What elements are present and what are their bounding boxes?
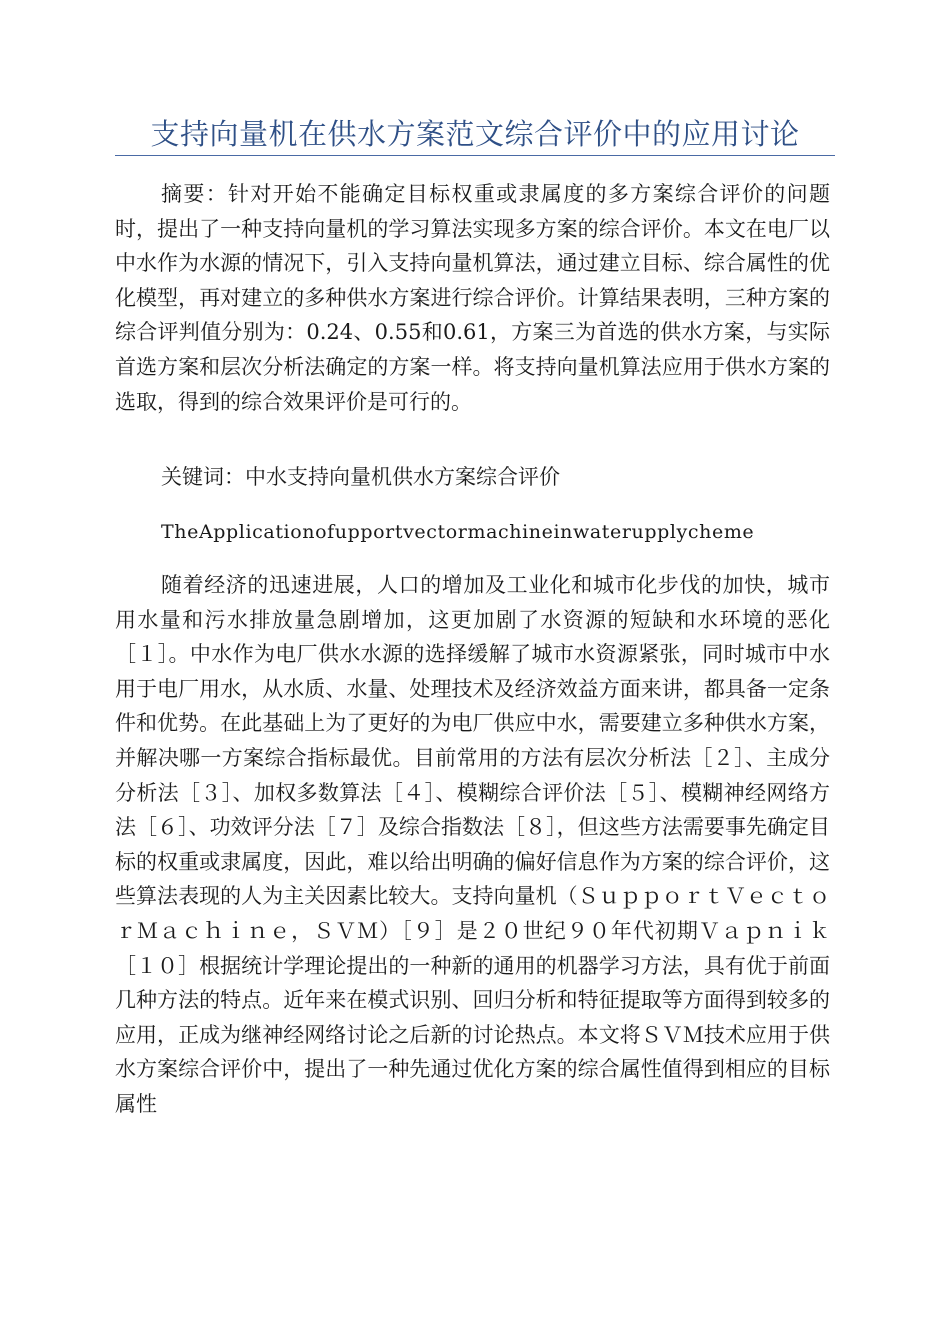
abstract-paragraph: 摘要：针对开始不能确定目标权重或隶属度的多方案综合评价的问题时，提出了一种支持向量机的学习算法实现多方案的综合评价。本文在电厂以中水作为水源的情况下，引入支持向量机算法，通过建立目标、综合属性的优化模型，再对建立的多种供水方案进行综合评价。计算结果表明，三种方案的综合评判值分别为：0.24、0.55和0.61，方案三为首选的供水方案，与实际首选方案和层次分析法确定的方案一样。将支持向量机算法应用于供水方案的选取，得到的综合效果评价是可行的。 (115, 182, 830, 414)
keywords-paragraph: 关键词：中水支持向量机供水方案综合评价 (161, 465, 560, 489)
english-title: TheApplicationofupportvectormachineinwaterupplycheme (161, 521, 755, 543)
document-title: 支持向量机在供水方案范文综合评价中的应用讨论 (150, 117, 800, 151)
title-underline (115, 155, 835, 156)
body-paragraph: 随着经济的迅速进展，人口的增加及工业化和城市化步伐的加快，城市用水量和污水排放量急剧增加，这更加剧了水资源的短缺和水环境的恶化［１］。中水作为电厂供水水源的选择缓解了城市水资源紧张，同时城市中水用于电厂用水，从水质、水量、处理技术及经济效益方面来讲，都具备一定条件和优势。在此基础上为了更好的为电厂供应中水，需要建立多种供水方案，并解决哪一方案综合指标最优。目前常用的方法有层次分析法［２］、主成分分析法［３］、加权多数算法［４］、模糊综合评价法［５］、模糊神经网络方法［６］、功效评分法［７］及综合指数法［８］，但这些方法需要事先确定目标的权重或隶属度，因此，难以给出明确的偏好信息作为方案的综合评价，这些算法表现的人为主关因素比较大。支持向量机（ＳｕｐｐｏｒｔＶｅｃｔｏｒＭａｃｈｉｎｅ，ＳＶＭ）［９］是２０世纪９０年代初期Ｖａｐｎｉｋ［１０］根据统计学理论提出的一种新的通用的机器学习方法，具有优于前面几种方法的特点。近年来在模式识别、回归分析和特征提取等方面得到较多的应用，正成为继神经网络讨论之后新的讨论热点。本文将ＳＶＭ技术应用于供水方案综合评价中，提出了一种先通过优化方案的综合属性值得到相应的目标属性 (115, 573, 830, 1116)
